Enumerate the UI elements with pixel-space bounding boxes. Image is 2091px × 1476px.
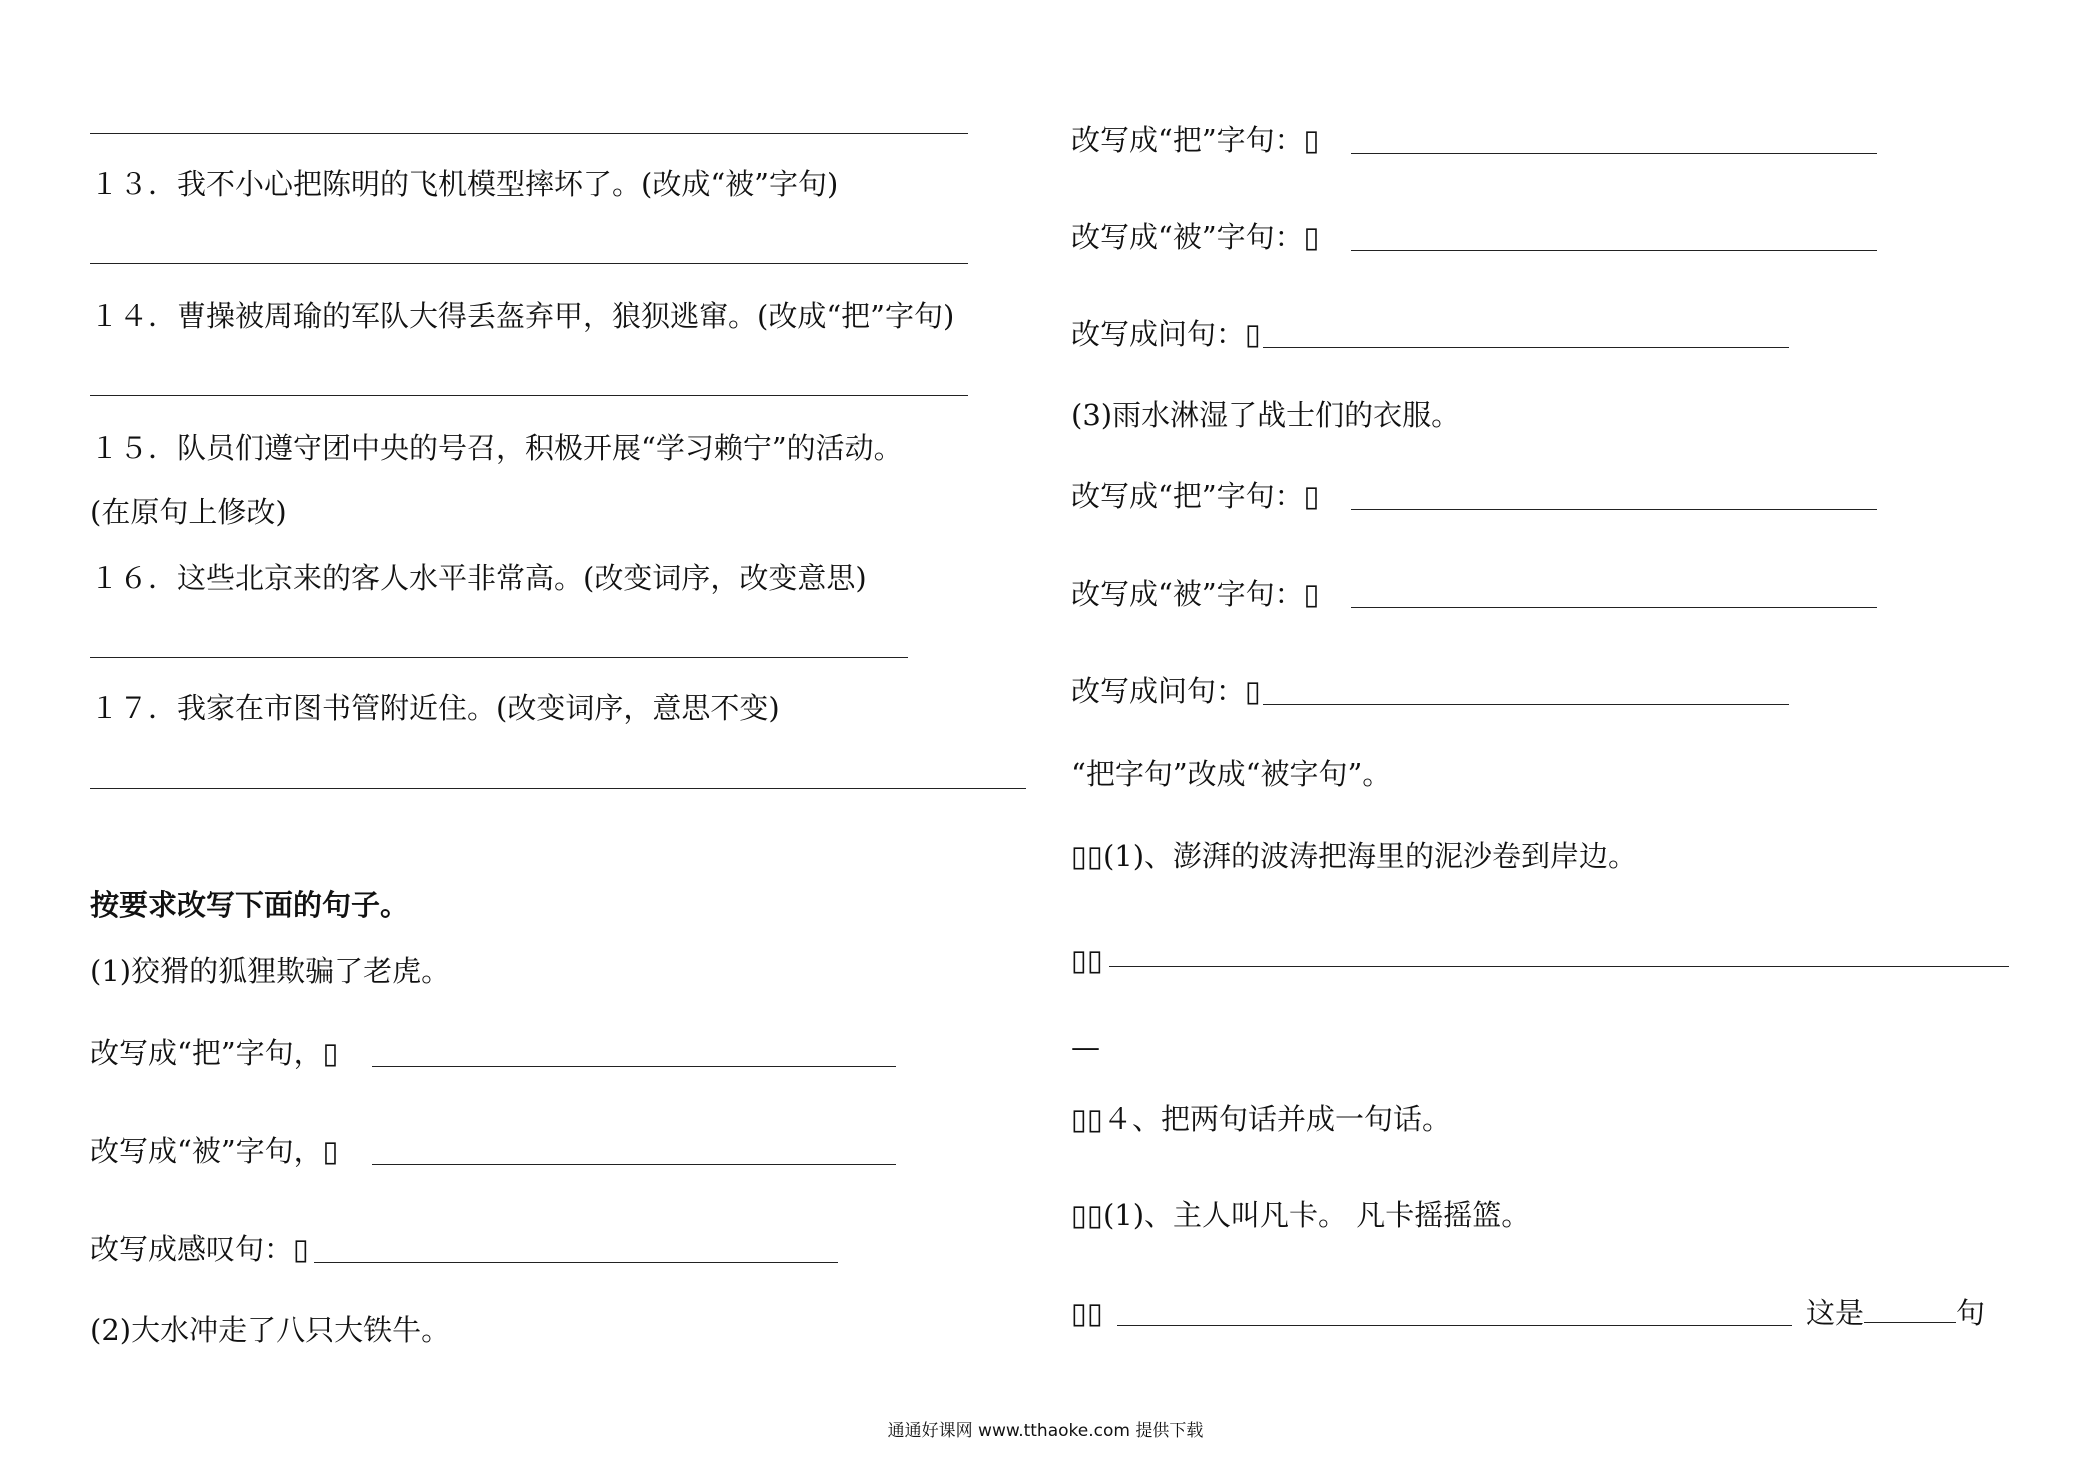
- answer-line: [90, 657, 908, 658]
- page-footer: 通通好课网 www.tthaoke.com 提供下载: [887, 1421, 1204, 1441]
- answer-line: [1109, 966, 2009, 967]
- dash-mark: —: [1071, 1030, 1100, 1064]
- question-14: １４．曹操被周瑜的军队大得丢盔弃甲，狼狈逃窜。(改成“把”字句): [90, 299, 955, 333]
- rewrite-bei-label: 改写成“被”字句：▯: [1071, 220, 1320, 254]
- ba-item-1: ▯▯(1)、澎湃的波涛把海里的泥沙卷到岸边。: [1071, 839, 1638, 873]
- rewrite-bei-label: 改写成“被”字句，▯: [90, 1134, 339, 1168]
- answer-line: [372, 1164, 896, 1165]
- answer-line: [1117, 1325, 1792, 1326]
- sentence-3: (3)雨水淋湿了战士们的衣服。: [1071, 398, 1461, 432]
- rewrite-ba-label: 改写成“把”字句：▯: [1071, 123, 1320, 157]
- question-17: １７．我家在市图书管附近住。(改变词序，意思不变): [90, 691, 780, 725]
- question-4-item-1: ▯▯(1)、主人叫凡卡。 凡卡摇摇篮。: [1071, 1198, 1531, 1232]
- rewrite-exclaim-label: 改写成感叹句：▯: [90, 1232, 309, 1266]
- sentence-type-blank: [1864, 1296, 1956, 1323]
- rewrite-bei-label: 改写成“被”字句：▯: [1071, 577, 1320, 611]
- sentence-2: (2)大水冲走了八只大铁牛。: [90, 1313, 451, 1347]
- section-heading: 按要求改写下面的句子。: [90, 888, 410, 922]
- question-4: ▯▯４、把两句话并成一句话。: [1071, 1102, 1451, 1136]
- rewrite-question-label: 改写成问句：▯: [1071, 674, 1261, 708]
- answer-line: [90, 788, 1026, 789]
- answer-line: [1351, 509, 1877, 510]
- answer-line: [90, 263, 968, 264]
- answer-line: [90, 133, 968, 134]
- answer-line: [372, 1066, 896, 1067]
- rewrite-ba-label: 改写成“把”字句，▯: [90, 1036, 339, 1070]
- question-15-note: (在原句上修改): [90, 495, 287, 529]
- answer-line: [1263, 704, 1789, 705]
- ba-to-bei-heading: “把字句”改成“被字句”。: [1071, 757, 1392, 791]
- question-15: １５．队员们遵守团中央的号召，积极开展“学习赖宁”的活动。: [90, 431, 903, 465]
- answer-line: [1351, 250, 1877, 251]
- answer-marker: ▯▯: [1071, 943, 1103, 977]
- rewrite-ba-label: 改写成“把”字句：▯: [1071, 479, 1320, 513]
- sentence-type-prompt: 这是 句: [1806, 1296, 1986, 1330]
- answer-line: [1351, 153, 1877, 154]
- sentence-1: (1)狡猾的狐狸欺骗了老虎。: [90, 954, 451, 988]
- answer-line: [314, 1262, 838, 1263]
- answer-line: [1351, 607, 1877, 608]
- answer-marker: ▯▯: [1071, 1296, 1103, 1330]
- rewrite-question-label: 改写成问句：▯: [1071, 317, 1261, 351]
- question-13: １３．我不小心把陈明的飞机模型摔坏了。(改成“被”字句): [90, 167, 839, 201]
- answer-line: [1263, 347, 1789, 348]
- answer-line: [90, 395, 968, 396]
- question-16: １６．这些北京来的客人水平非常高。(改变词序，改变意思): [90, 561, 867, 595]
